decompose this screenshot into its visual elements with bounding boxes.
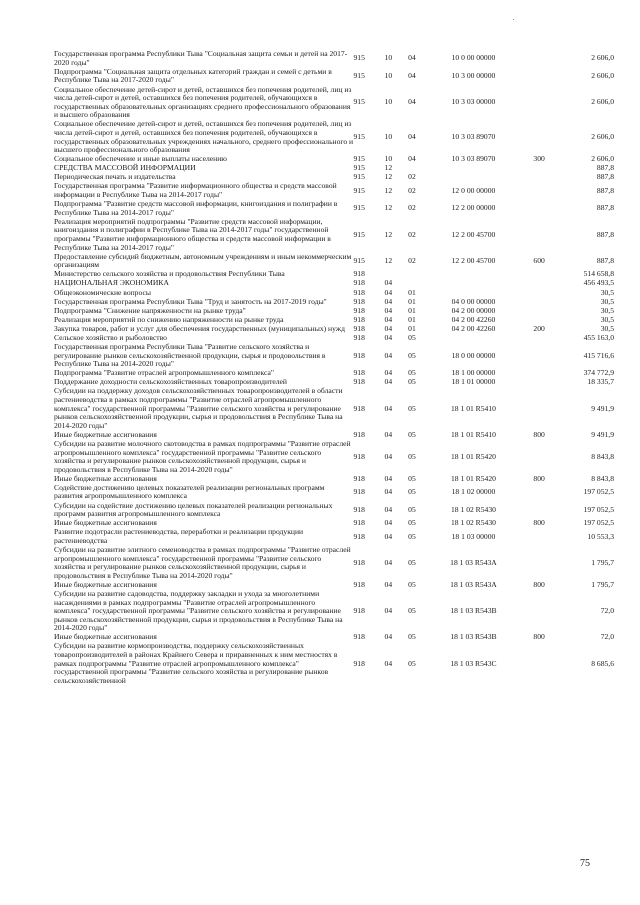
- row-section-code: 04: [384, 368, 393, 378]
- row-name: Поддержание доходности сельскохозяйственных товаропроизводителей: [54, 377, 287, 387]
- row-section-code: 04: [384, 305, 393, 315]
- row-section-code: 04: [384, 658, 393, 668]
- row-ministry-code: 918: [353, 487, 365, 497]
- row-expense-type-code: [524, 546, 555, 581]
- row-ministry-code: 915: [353, 53, 365, 63]
- row-ministry-code: 918: [353, 518, 365, 528]
- row-section-code: 10: [384, 132, 393, 142]
- row-amount: 9 491,9: [591, 429, 614, 439]
- table-row: [54, 200, 614, 218]
- row-section-code: 04: [384, 403, 393, 413]
- row-amount: 18 335,7: [587, 377, 614, 387]
- row-section-code: 04: [384, 323, 393, 333]
- row-target-article-code: 12 0 00 00000: [451, 185, 496, 195]
- row-expense-type-code: [524, 68, 555, 86]
- row-target-article-code: 18 1 01 R5420: [451, 473, 496, 483]
- row-expense-type-code: [524, 590, 555, 633]
- row-section-code: 04: [384, 504, 393, 514]
- row-expense-type-code: [524, 173, 555, 182]
- row-amount: 2 606,0: [591, 154, 614, 164]
- table-row: [54, 50, 614, 68]
- row-ministry-code: 918: [353, 296, 365, 306]
- row-amount: 2 606,0: [591, 71, 614, 81]
- row-name: Иные бюджетные ассигнования: [54, 579, 157, 589]
- row-subsection-code: 05: [408, 451, 416, 461]
- row-ministry-code: 918: [353, 350, 365, 360]
- row-name: Иные бюджетные ассигнования: [54, 632, 157, 642]
- budget-table-body: [54, 50, 614, 686]
- row-target-article-code: 04 0 00 00000: [451, 296, 496, 306]
- row-name: Иные бюджетные ассигнования: [54, 518, 157, 528]
- row-section-code: 04: [384, 632, 393, 642]
- row-name: Субсидии на содействие достижению целевых показателей реализации региональных программ развития агропромышленного комплекса: [54, 500, 333, 519]
- table-row: [54, 590, 614, 633]
- row-expense-type-code: [524, 164, 555, 173]
- row-expense-type-code: [524, 218, 555, 253]
- row-name: Содействие достижению целевых показателей реализации региональных программ развития агропромышленного комплекса: [54, 482, 325, 501]
- row-section-code: 12: [384, 185, 393, 195]
- row-target-article-code: 18 0 00 00000: [451, 350, 496, 360]
- row-amount: 514 658,8: [583, 269, 614, 279]
- row-section-code: 04: [384, 473, 393, 483]
- row-target-article-code: 10 3 00 00000: [451, 71, 496, 81]
- row-expense-type-code: 200: [533, 323, 545, 333]
- row-name: Закупка товаров, работ и услуг для обеспечения государственных (муниципальных) нужд: [54, 323, 345, 333]
- row-target-article-code: 10 0 00 00000: [451, 53, 496, 63]
- row-subsection-code: 02: [408, 185, 416, 195]
- table-row: [54, 440, 614, 475]
- row-name: Министерство сельского хозяйства и продовольствия Республики Тыва: [54, 269, 285, 279]
- row-ministry-code: 918: [353, 403, 365, 413]
- row-amount: 30,5: [600, 296, 614, 306]
- row-ministry-code: 918: [353, 269, 365, 279]
- row-ministry-code: 918: [353, 504, 365, 514]
- row-section-code: 04: [384, 278, 393, 288]
- row-section-code: 04: [384, 557, 393, 567]
- row-subsection-code: 04: [408, 71, 416, 81]
- row-expense-type-code: [524, 182, 555, 200]
- row-target-article-code: [423, 173, 524, 182]
- row-expense-type-code: [524, 270, 555, 279]
- row-amount: 456 493,5: [583, 278, 614, 288]
- row-name: Иные бюджетные ассигнования: [54, 473, 157, 483]
- row-amount: 197 052,5: [583, 504, 614, 514]
- row-subsection-code: 04: [408, 97, 416, 107]
- row-ministry-code: 915: [353, 97, 365, 107]
- row-section-code: 10: [384, 71, 393, 81]
- row-subsection-code: 01: [408, 323, 416, 333]
- row-expense-type-code: [524, 343, 555, 369]
- table-row: [54, 343, 614, 369]
- row-target-article-code: 18 1 02 00000: [451, 487, 496, 497]
- row-amount: 197 052,5: [583, 487, 614, 497]
- row-expense-type-code: [524, 279, 555, 288]
- table-row: [54, 68, 614, 86]
- row-target-article-code: [423, 334, 524, 343]
- row-amount: 455 163,0: [583, 332, 614, 342]
- row-expense-type-code: [524, 378, 555, 387]
- row-amount: 197 052,5: [583, 518, 614, 528]
- row-subsection-code: 05: [408, 606, 416, 616]
- row-target-article-code: 12 2 00 45700: [451, 255, 496, 265]
- row-ministry-code: 915: [353, 154, 365, 164]
- row-target-article-code: 18 1 02 R5430: [451, 504, 496, 514]
- table-row: [54, 279, 614, 288]
- row-name: Сельское хозяйство и рыболовство: [54, 332, 167, 342]
- row-section-code: 12: [384, 255, 393, 265]
- row-subsection-code: 05: [408, 658, 416, 668]
- row-name: Государственная программа Республики Тыва "Труд и занятость на 2017-2019 годы": [54, 296, 327, 306]
- row-name: СРЕДСТВА МАССОВОЙ ИНФОРМАЦИИ: [54, 163, 196, 173]
- page-number: 75: [580, 858, 590, 869]
- row-target-article-code: [423, 164, 524, 173]
- row-name: Подпрограмма "Развитие средств массовой информации, книгоиздания и полиграфии в Республике Тыва на 2014-2017 годы": [54, 199, 338, 217]
- row-subsection-code: 05: [408, 557, 416, 567]
- table-row: [54, 642, 614, 685]
- row-target-article-code: 18 1 03 R543B: [450, 606, 497, 616]
- row-ministry-code: 918: [353, 632, 365, 642]
- row-amount: 374 772,9: [583, 368, 614, 378]
- row-section-code: 04: [384, 451, 393, 461]
- row-ministry-code: 915: [353, 255, 365, 265]
- row-ministry-code: 918: [353, 332, 365, 342]
- row-ministry-code: 915: [353, 132, 365, 142]
- row-expense-type-code: 800: [533, 518, 545, 528]
- row-amount: 2 606,0: [591, 97, 614, 107]
- row-section-code: 12: [384, 163, 393, 173]
- row-section-code: 04: [384, 429, 393, 439]
- row-name: Реализация мероприятий подпрограммы "Развитие средств массовой информации, книгоиздания и полиграфии в Республике Тыва на 2014-2017 годы" государственной программы "Развитие информационного общества и средств массовой информации в Республике Тыва на 2014-2017 годы": [54, 216, 331, 252]
- row-amount: 887,8: [596, 172, 614, 182]
- row-ministry-code: 918: [353, 531, 365, 541]
- row-name: Подпрограмма "Социальная защита отдельных категорий граждан и семей с детьми в Республике Тыва на 2017-2020 годы": [54, 66, 332, 85]
- row-ministry-code: 918: [353, 579, 365, 589]
- row-target-article-code: 04 2 00 42260: [451, 314, 496, 324]
- row-subsection-code: [401, 270, 424, 279]
- row-subsection-code: 05: [408, 632, 416, 642]
- row-name: Субсидии на развитие кормопроизводства, поддержку сельскохозяйственных товаропроизводителей в районах Крайнего Севера и приравненных к ним местностях в рамках подпрограммы "Развитие отраслей агропромышленного комплекса" государственной программы "Развитие сельского хозяйства и регулирование рынков сельскохозяйственной: [54, 641, 338, 685]
- row-expense-type-code: 600: [533, 255, 545, 265]
- table-row: [54, 253, 614, 271]
- row-amount: 72,0: [600, 632, 614, 642]
- table-row: [54, 528, 614, 546]
- row-name: Социальное обеспечение детей-сирот и детей, оставшихся без попечения родителей, лиц из числа детей-сирот и детей, оставшихся без попечения родителей, обучающихся в государственных образовательных учреждениях начального, среднего профессионального и высшего профессионального образования: [54, 119, 354, 155]
- row-expense-type-code: 800: [533, 579, 545, 589]
- row-section-code: 04: [384, 531, 393, 541]
- row-target-article-code: 18 1 03 R543А: [450, 557, 497, 567]
- row-target-article-code: 10 3 03 00000: [451, 97, 496, 107]
- row-subsection-code: 05: [408, 518, 416, 528]
- row-subsection-code: 05: [408, 403, 416, 413]
- row-name: Подпрограмма "Снижение напряженности на рынке труда": [54, 305, 246, 315]
- row-name: Субсидии на развитие молочного скотоводства в рамках подпрограммы "Развитие отраслей агропромышленного комплекса" государственной программы "Развитие сельского хозяйства и регулирование рынков сельскохозяйственной продукции, сырья и продовольствия в Республике Тыва на 2014-2020 годы": [54, 438, 351, 474]
- row-amount: 1 795,7: [591, 557, 614, 567]
- row-section-code: 04: [384, 350, 393, 360]
- row-target-article-code: 12 2 00 45700: [451, 229, 496, 239]
- row-subsection-code: 05: [408, 531, 416, 541]
- row-expense-type-code: [524, 288, 555, 297]
- row-amount: 30,5: [600, 323, 614, 333]
- row-name: Государственная программа Республики Тыва "Развитие сельского хозяйства и регулирование рынков сельскохозяйственной продукции, сырья и продовольствия в Республике Тыва на 2014-2020 годы": [54, 341, 326, 369]
- row-amount: 887,8: [596, 229, 614, 239]
- row-name: Общеэкономические вопросы: [54, 287, 151, 297]
- row-amount: 9 491,9: [591, 403, 614, 413]
- row-subsection-code: [401, 279, 424, 288]
- row-expense-type-code: 800: [533, 632, 545, 642]
- row-section-code: 10: [384, 97, 393, 107]
- row-ministry-code: 918: [353, 658, 365, 668]
- row-name: Субсидии на поддержку доходов сельскохозяйственных товаропроизводителей в области растениеводства в рамках подпрограммы "Развитие отраслей агропромышленного комплекса" государственной программы "Развитие сельского хозяйства и регулирование рынков сельскохозяйственной продукции, сырья и продовольствия в Республике Тыва на 2014-2020 годы": [54, 386, 343, 430]
- table-row: [54, 501, 614, 519]
- row-amount: 2 606,0: [591, 53, 614, 63]
- row-subsection-code: 05: [408, 350, 416, 360]
- row-subsection-code: 01: [408, 305, 416, 315]
- row-target-article-code: 18 1 01 R5410: [451, 429, 496, 439]
- row-expense-type-code: [524, 85, 555, 120]
- row-name: Государственная программа "Развитие информационного общества и средств массовой информации в Республике Тыва на 2014-2017 годы": [54, 181, 337, 200]
- row-expense-type-code: 300: [533, 154, 545, 164]
- row-amount: 887,8: [596, 255, 614, 265]
- row-amount: 30,5: [600, 305, 614, 315]
- row-expense-type-code: [524, 50, 555, 68]
- row-subsection-code: 04: [408, 154, 416, 164]
- row-ministry-code: 915: [353, 185, 365, 195]
- row-subsection-code: 02: [408, 203, 416, 213]
- budget-table: [54, 50, 614, 686]
- row-section-code: 04: [384, 296, 393, 306]
- table-row: [54, 120, 614, 155]
- row-ministry-code: 918: [353, 305, 365, 315]
- row-target-article-code: 18 1 01 R5420: [451, 451, 496, 461]
- row-ministry-code: 918: [353, 278, 365, 288]
- row-amount: 887,8: [596, 163, 614, 173]
- row-expense-type-code: [524, 120, 555, 155]
- row-target-article-code: 18 1 02 R5430: [451, 518, 496, 528]
- row-target-article-code: 04 2 00 00000: [451, 305, 496, 315]
- row-subsection-code: 05: [408, 487, 416, 497]
- row-expense-type-code: [524, 484, 555, 502]
- row-ministry-code: 915: [353, 71, 365, 81]
- row-amount: 415 716,6: [583, 350, 614, 360]
- row-amount: 8 843,8: [591, 451, 614, 461]
- table-row: [54, 85, 614, 120]
- row-target-article-code: 04 2 00 42260: [451, 323, 496, 333]
- row-ministry-code: 918: [353, 323, 365, 333]
- row-ministry-code: 918: [353, 287, 365, 297]
- row-section-code: 04: [384, 518, 393, 528]
- row-section-code: 12: [384, 172, 393, 182]
- row-subsection-code: 01: [408, 296, 416, 306]
- row-ministry-code: 918: [353, 314, 365, 324]
- row-target-article-code: 12 2 00 00000: [451, 203, 496, 213]
- row-section-code: 10: [384, 154, 393, 164]
- row-section-code: 04: [384, 579, 393, 589]
- row-name: Реализация мероприятий по снижению напряженности на рынке труда: [54, 314, 284, 324]
- row-section-code: 04: [384, 332, 393, 342]
- row-subsection-code: 05: [408, 473, 416, 483]
- row-section-code: 04: [384, 314, 393, 324]
- row-amount: 30,5: [600, 287, 614, 297]
- row-expense-type-code: [524, 200, 555, 218]
- row-amount: 72,0: [600, 606, 614, 616]
- row-ministry-code: 918: [353, 606, 365, 616]
- row-ministry-code: 918: [353, 429, 365, 439]
- row-expense-type-code: [524, 334, 555, 343]
- row-target-article-code: 18 1 03 R543С: [450, 658, 497, 668]
- row-subsection-code: 05: [408, 377, 416, 387]
- row-name: Социальное обеспечение и иные выплаты населению: [54, 154, 227, 164]
- row-name: Государственная программа Республики Тыва "Социальная защита семьи и детей на 2017-2020 годы": [54, 49, 348, 67]
- row-expense-type-code: [524, 306, 555, 315]
- row-amount: 8 685,6: [591, 658, 614, 668]
- row-subsection-code: 05: [408, 504, 416, 514]
- row-subsection-code: 02: [408, 172, 416, 182]
- row-subsection-code: 04: [408, 53, 416, 63]
- row-name: Подпрограмма "Развитие отраслей агропромышленного комплекса": [54, 368, 274, 378]
- row-ministry-code: 915: [353, 172, 365, 182]
- row-subsection-code: 05: [408, 579, 416, 589]
- row-target-article-code: 10 3 03 89070: [451, 154, 496, 164]
- row-subsection-code: 01: [408, 287, 416, 297]
- row-subsection-code: 02: [408, 255, 416, 265]
- row-amount: 2 606,0: [591, 132, 614, 142]
- table-row: [54, 546, 614, 581]
- row-expense-type-code: [524, 528, 555, 546]
- row-amount: 10 553,3: [587, 531, 614, 541]
- row-amount: 887,8: [596, 203, 614, 213]
- table-row: [54, 387, 614, 430]
- row-name: Субсидии на развитие элитного семеноводства в рамках подпрограммы "Развитие отраслей агропромышленного комплекса" государственной программы "Развитие сельского хозяйства и регулирование рынков сельскохозяйственной продукции, сырья и продовольствия в Республике Тыва на 2014-2020 годы": [54, 544, 351, 580]
- row-subsection-code: 01: [408, 314, 416, 324]
- budget-page: [54, 50, 614, 686]
- row-expense-type-code: [524, 440, 555, 475]
- row-expense-type-code: [524, 387, 555, 430]
- row-ministry-code: 915: [353, 203, 365, 213]
- row-ministry-code: 915: [353, 229, 365, 239]
- row-expense-type-code: [524, 297, 555, 306]
- row-section-code: 12: [384, 229, 393, 239]
- row-ministry-code: 918: [353, 557, 365, 567]
- row-ministry-code: 918: [353, 377, 365, 387]
- row-name: Развитие подотрасли растениеводства, переработки и реализации продукции растениеводства: [54, 527, 304, 545]
- row-target-article-code: [423, 270, 524, 279]
- row-ministry-code: 918: [353, 368, 365, 378]
- row-target-article-code: [423, 279, 524, 288]
- row-target-article-code: 18 1 00 00000: [451, 368, 496, 378]
- row-target-article-code: 18 1 01 00000: [451, 377, 496, 387]
- row-subsection-code: 05: [408, 332, 416, 342]
- row-section-code: 04: [384, 377, 393, 387]
- row-ministry-code: 918: [353, 473, 365, 483]
- row-ministry-code: 915: [353, 163, 365, 173]
- row-expense-type-code: 800: [533, 429, 545, 439]
- row-name: Иные бюджетные ассигнования: [54, 429, 157, 439]
- row-amount: 887,8: [596, 185, 614, 195]
- row-amount: 8 843,8: [591, 473, 614, 483]
- row-target-article-code: 18 1 03 R543А: [450, 579, 497, 589]
- row-name: Периодическая печать и издательства: [54, 172, 176, 182]
- scan-speck: [513, 19, 514, 20]
- row-name: Субсидии на развитие садоводства, поддержку закладки и ухода за многолетними насаждениями в рамках подпрограммы "Развитие отраслей агропромышленного комплекса" государственной программы "Развитие сельского хозяйства и регулирование рынков сельскохозяйственной продукции, сырья и продовольствия в Республике Тыва на 2014-2020 годы": [54, 588, 343, 633]
- row-name: Предоставление субсидий бюджетным, автономным учреждениям и иным некоммерческим организациям: [54, 251, 352, 270]
- row-ministry-code: 918: [353, 451, 365, 461]
- row-subsection-code: 05: [408, 429, 416, 439]
- row-name: НАЦИОНАЛЬНАЯ ЭКОНОМИКА: [54, 278, 169, 288]
- row-subsection-code: 04: [408, 132, 416, 142]
- row-section-code: 04: [384, 287, 393, 297]
- row-target-article-code: 18 1 03 00000: [451, 531, 496, 541]
- row-expense-type-code: [524, 501, 555, 519]
- row-section-code: 04: [384, 606, 393, 616]
- row-section-code: 12: [384, 203, 393, 213]
- row-expense-type-code: 800: [533, 473, 545, 483]
- row-section-code: 10: [384, 53, 393, 63]
- table-row: [54, 182, 614, 200]
- row-target-article-code: 18 1 01 R5410: [451, 403, 496, 413]
- row-subsection-code: 05: [408, 368, 416, 378]
- row-target-article-code: 10 3 03 89070: [451, 132, 496, 142]
- row-target-article-code: 18 1 03 R543B: [450, 632, 497, 642]
- row-amount: 30,5: [600, 314, 614, 324]
- row-expense-type-code: [524, 642, 555, 685]
- table-row: [54, 218, 614, 253]
- row-expense-type-code: [524, 369, 555, 378]
- row-subsection-code: 02: [408, 229, 416, 239]
- table-row: [54, 484, 614, 502]
- row-section-code: 04: [384, 487, 393, 497]
- row-amount: 1 795,7: [591, 579, 614, 589]
- row-name: Социальное обеспечение детей-сирот и детей, оставшихся без попечения родителей, лиц из числа детей-сирот и детей, оставшихся без попечения родителей, обучающихся в государственных образовательных организациях среднего профессионального образования и высшего образования: [54, 84, 352, 120]
